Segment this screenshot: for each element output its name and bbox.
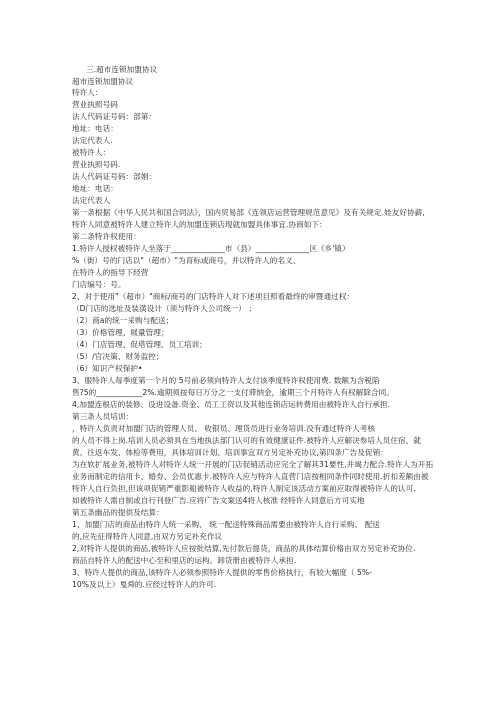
text-line: 地址：电话： [72,184,118,193]
text-line: 法人代码证号码：部娟： [72,172,157,181]
text-line: 售?5的____________2%.逾期须按每日万分之一支付滞纳金，逾期三个月特许人有权解除合同。 [72,388,394,397]
text-line: ，特许人负责对加盟门店的管理人员、 收银员、理货员进行业务培训.没有通过特许人考核 [72,424,376,433]
text-line: 的人员不得上岗.培训人员必须具在当地执法部门认可的有效健康证件.被特许人应解决参培人员住宿、就 [72,436,421,445]
text-line: 特许人： [72,88,103,97]
text-line: 法定代表人 [72,196,111,205]
text-line: 特许人自行负担,但该项促销严重影船被特许人收益的,特许人制定该活动方案前应取得被特许人的认可. [72,484,416,493]
text-line: 3、特许人提供的商品,该特许人必须参照特许人提供的零售价格执行，有较大幅度（ 5%- [72,568,372,577]
text-line: 黄、往返车发、体检等费用，具体培训计划、培训事宜双方另定补充协议,第四条广告及促销： [72,448,388,457]
text-line: 业务而制定的信用卡、婚券、会员优惠卡.被特许人应与特许人直营门店按相同条件同时使用.折扣差额由被 [72,472,429,481]
text-line: 营业执照号码. [72,160,121,169]
text-line: 在特许人的指导下经营 [72,268,149,277]
text-line: （6）知识产权保护• [72,364,143,373]
text-line: 第二条特许权使用： [72,232,141,241]
text-line: 2、对于使用"（超市）"商标/商号的门店特许人对下述项目照看最终的审暨通过权： [72,292,355,301]
text-line: 的,应先征得特许人同意,由双方另定补充作议 [72,532,223,541]
text-line: 第五条幽品的提供及结算： [72,508,164,517]
text-line: 特许人同意被特许人建立特许人的加盟连锁店现就加盟具体事宜.协商如下： [72,220,327,229]
text-line: 1.特许人授权被特许人坐落于______________市（县）______________区《乡'镇） [72,244,350,253]
text-line: 被特许人： [72,148,111,157]
text-line: 为在软扩展业务,被特许人对特许人统一开展的门店促销活动应完全了解其31要性,并竭力配合.特许人为开拓 [72,460,434,469]
text-line: （2）商a的统一采购与配送； [72,316,174,325]
text-line: %（街）号的门店以"（超市）"为育标或商号，并以特许人的名义、 [72,256,301,265]
document-heading: 三.超市连锁加盟协议 [86,65,158,74]
text-line: 如被特许人需自制或自行刊登广告.应将广告文案送4将人核准 经特许人同意后方可实地 [72,496,365,505]
text-line: 4,加盟连根店的装修、设进设备.资金、员工工资以及其他连锁店运转费用由被特许人自行承担. [72,400,391,409]
text-line: 门店编号：号。 [72,280,126,289]
text-line: （4）门店管理、促塔管理、员工培训； [72,340,207,349]
text-line: 1、加盟门店的商品由特许人统一采购、 统一配送特殊商品需要由被特许人自行采购、 配送 [72,520,380,529]
text-line: 10%及以上）戛舜的.应经过特许人的许可. [72,580,217,589]
text-line: 地址：电话： [72,124,118,133]
text-line: 营业执照号码 [72,100,118,109]
text-line: 第三条人员培训： [72,412,134,421]
text-line: （D门店的选址及装潢设计（须与特许人公司统一） ； [72,304,257,313]
text-line: 法人代码证号码：部第： [72,112,157,121]
text-line: 2,对特许人提供的商品,被特许人应按批结算,先付款后提货，商品的具体结算价格由双方另定补充协位. [72,544,416,553]
text-line: 超市连锁加盟协议 [72,77,134,86]
text-line: 法定代表人. [72,136,113,145]
text-line: 第一条根据《中华人民共和国合同法》，国内贸易部《连领店运营管理规范意见》及有关规定.娃友好协薪, [72,208,425,217]
text-line: 商品自特许人的配送中心至和里店的运构、卸货册由被特许人承担. [72,556,297,565]
text-line: （3）价格管理、屐量管理； [72,328,169,337]
text-line: （5）/官决策、财务监控； [72,352,164,361]
text-line: 3、服特许人每季度第一个月的 5号前必须向特许人支付该季度特许权使用费. 数额为含税陷 [72,376,380,385]
